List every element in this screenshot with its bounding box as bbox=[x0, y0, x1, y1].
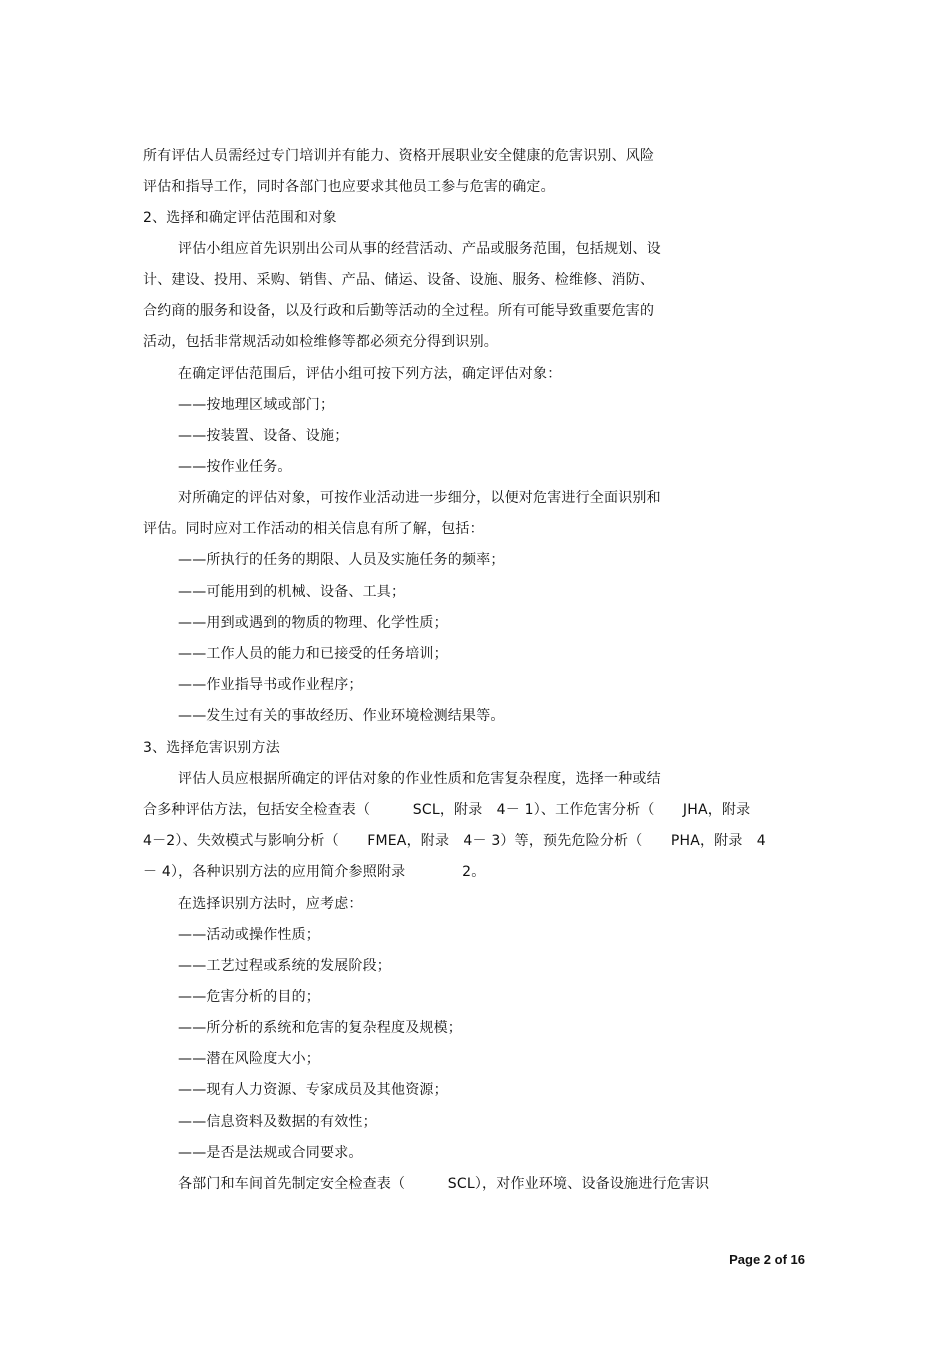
paragraph-line: 评估和指导工作，同时各部门也应要求其他员工参与危害的确定。 bbox=[143, 179, 555, 195]
list-item: ——现有人力资源、专家成员及其他资源； bbox=[178, 1082, 448, 1098]
list-item: ——可能用到的机械、设备、工具； bbox=[178, 584, 406, 600]
paragraph-line: 各部门和车间首先制定安全检查表（ SCL），对作业环境、设备设施进行危害识 bbox=[178, 1176, 710, 1192]
list-item: ——按装置、设备、设施； bbox=[178, 428, 349, 444]
section-heading: 2、选择和确定评估范围和对象 bbox=[143, 210, 337, 226]
paragraph-line: 4－2）、失效模式与影响分析（ FMEA，附录 4－ 3）等，预先危险分析（ PHA，附录 4 bbox=[143, 833, 766, 849]
list-item: ——工作人员的能力和已接受的任务培训； bbox=[178, 646, 448, 662]
list-item: ——信息资料及数据的有效性； bbox=[178, 1114, 377, 1130]
list-item: ——用到或遇到的物质的物理、化学性质； bbox=[178, 615, 448, 631]
page-number: Page 2 of 16 bbox=[729, 1252, 805, 1267]
list-item: ——工艺过程或系统的发展阶段； bbox=[178, 958, 391, 974]
paragraph-line: 所有评估人员需经过专门培训并有能力、资格开展职业安全健康的危害识别、风险 bbox=[143, 148, 655, 164]
list-item: ——作业指导书或作业程序； bbox=[178, 677, 363, 693]
list-item: ——按作业任务。 bbox=[178, 459, 292, 475]
paragraph-line: 合多种评估方法，包括安全检查表（ SCL，附录 4－ 1）、工作危害分析（ JHA，附录 bbox=[143, 802, 751, 818]
list-item: ——是否是法规或合同要求。 bbox=[178, 1145, 363, 1161]
paragraph-line: 评估小组应首先识别出公司从事的经营活动、产品或服务范围，包括规划、设 bbox=[178, 241, 661, 257]
paragraph-line: 活动，包括非常规活动如检维修等都必须充分得到识别。 bbox=[143, 334, 498, 350]
list-item: ——活动或操作性质； bbox=[178, 927, 320, 943]
paragraph-line: － 4），各种识别方法的应用简介参照附录 2。 bbox=[143, 864, 486, 880]
paragraph-line: 评估人员应根据所确定的评估对象的作业性质和危害复杂程度，选择一种或结 bbox=[178, 771, 661, 787]
paragraph-line: 计、建设、投用、采购、销售、产品、储运、设备、设施、服务、检维修、消防、 bbox=[143, 272, 655, 288]
list-item: ——所执行的任务的期限、人员及实施任务的频率； bbox=[178, 552, 505, 568]
list-item: ——按地理区域或部门； bbox=[178, 397, 335, 413]
paragraph-line: 合约商的服务和设备，以及行政和后勤等活动的全过程。所有可能导致重要危害的 bbox=[143, 303, 655, 319]
list-item: ——危害分析的目的； bbox=[178, 989, 320, 1005]
paragraph-line: 在选择识别方法时，应考虑： bbox=[178, 896, 363, 912]
list-item: ——发生过有关的事故经历、作业环境检测结果等。 bbox=[178, 708, 505, 724]
list-item: ——所分析的系统和危害的复杂程度及规模； bbox=[178, 1020, 462, 1036]
list-item: ——潜在风险度大小； bbox=[178, 1051, 320, 1067]
paragraph-line: 评估。同时应对工作活动的相关信息有所了解，包括： bbox=[143, 521, 484, 537]
paragraph-line: 在确定评估范围后，评估小组可按下列方法，确定评估对象： bbox=[178, 366, 562, 382]
section-heading: 3、选择危害识别方法 bbox=[143, 740, 280, 756]
paragraph-line: 对所确定的评估对象，可按作业活动进一步细分，以便对危害进行全面识别和 bbox=[178, 490, 661, 506]
